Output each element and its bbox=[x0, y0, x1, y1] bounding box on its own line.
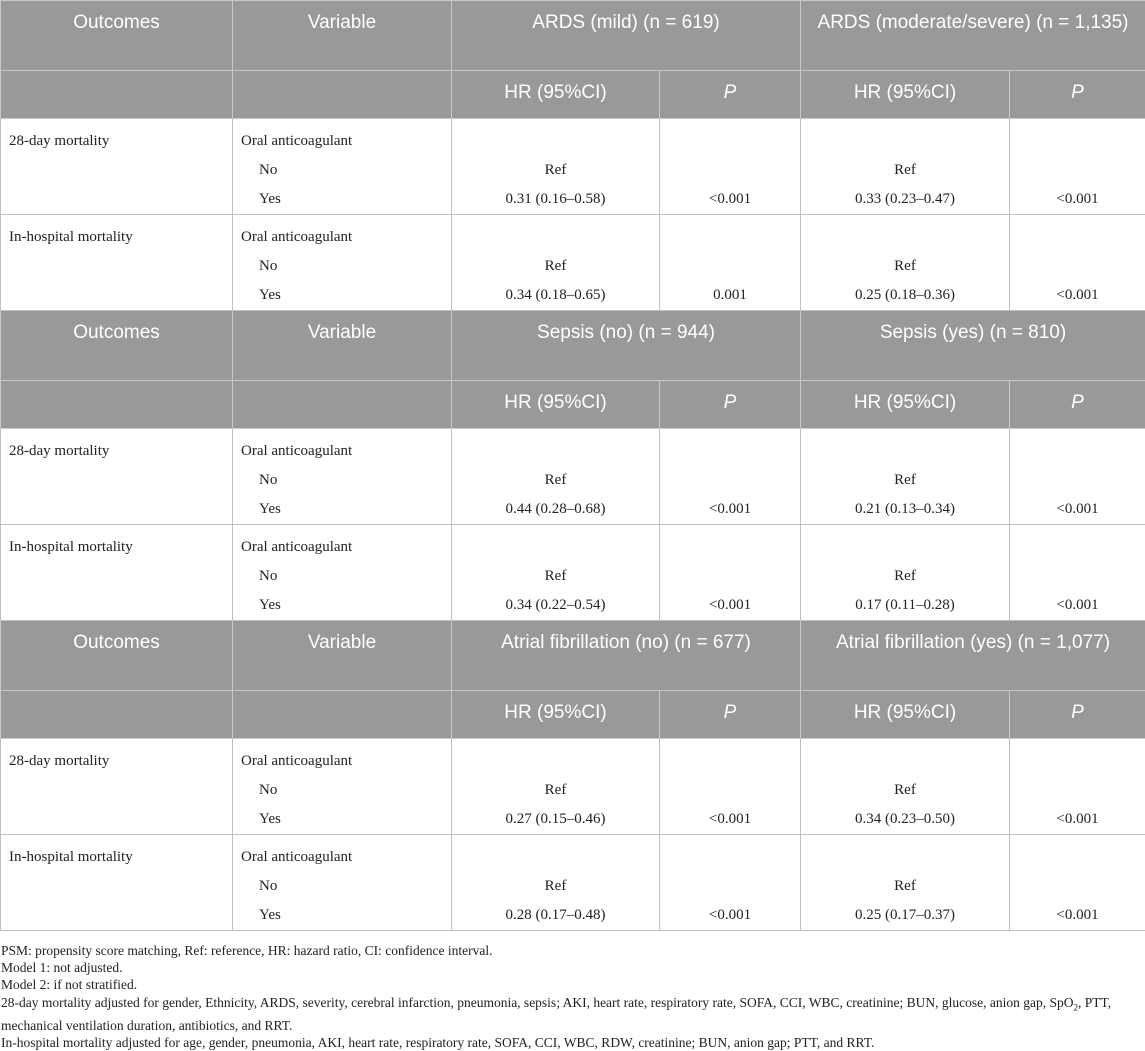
footnote-28day-adjustment: 28-day mortality adjusted for gender, Ethnicity, ARDS, severity, cerebral infarction, pneumonia, sepsis; AKI, heart rate, respiratory rate, SOFA, CCI, WBC, creatinine; BUN, glucose, anion gap, SpO$_2$, PTT, mechanical ventilation duration, antibiotics, and RRT. bbox=[1, 994, 1141, 1034]
variable-header: Variable bbox=[233, 621, 452, 691]
blank-line bbox=[809, 127, 1001, 156]
blank-line bbox=[1018, 872, 1137, 901]
blank-line bbox=[668, 252, 792, 281]
outcomes-subheader-empty bbox=[1, 71, 233, 119]
ref-value: Ref bbox=[809, 776, 1001, 805]
level-no: No bbox=[241, 156, 443, 185]
p-value: <0.001 bbox=[668, 591, 792, 620]
outcome-cell bbox=[1, 739, 233, 835]
ref-value: Ref bbox=[460, 156, 651, 185]
hr-value: 0.25 (0.17–0.37) bbox=[809, 901, 1001, 930]
p-header: P bbox=[660, 71, 801, 119]
g2-hr-cell bbox=[801, 429, 1010, 525]
p-header: P bbox=[1010, 381, 1145, 429]
section-header-row bbox=[1, 1, 1145, 71]
hr-value: 0.34 (0.23–0.50) bbox=[809, 805, 1001, 834]
blank-line bbox=[1018, 127, 1137, 156]
outcomes-header: Outcomes bbox=[1, 1, 233, 71]
section-subheader-row bbox=[1, 691, 1145, 739]
g2-p-cell bbox=[1010, 835, 1145, 931]
variable-label: Oral anticoagulant bbox=[241, 437, 443, 466]
p-value: <0.001 bbox=[668, 495, 792, 524]
p-header: P bbox=[1010, 71, 1145, 119]
blank-line bbox=[668, 466, 792, 495]
variable-cell bbox=[233, 525, 452, 621]
hr-value: 0.21 (0.13–0.34) bbox=[809, 495, 1001, 524]
blank-line bbox=[668, 127, 792, 156]
hr-value: 0.25 (0.18–0.36) bbox=[809, 281, 1001, 310]
group1-header: Sepsis (no) (n = 944) bbox=[452, 311, 801, 381]
level-yes: Yes bbox=[241, 591, 443, 620]
p-value: 0.001 bbox=[668, 281, 792, 310]
p-value: <0.001 bbox=[1018, 591, 1137, 620]
group2-header: Atrial fibrillation (yes) (n = 1,077) bbox=[801, 621, 1145, 691]
variable-header: Variable bbox=[233, 311, 452, 381]
variable-label: Oral anticoagulant bbox=[241, 533, 443, 562]
blank-line bbox=[668, 562, 792, 591]
g2-p-cell bbox=[1010, 215, 1145, 311]
blank-line bbox=[1018, 562, 1137, 591]
g2-p-cell bbox=[1010, 119, 1145, 215]
hr-value: 0.27 (0.15–0.46) bbox=[460, 805, 651, 834]
p-value: <0.001 bbox=[1018, 901, 1137, 930]
variable-cell bbox=[233, 739, 452, 835]
blank-line bbox=[1018, 156, 1137, 185]
hr-header: HR (95%CI) bbox=[801, 71, 1010, 119]
blank-line bbox=[1018, 466, 1137, 495]
ref-value: Ref bbox=[809, 562, 1001, 591]
p-header: P bbox=[1010, 691, 1145, 739]
level-yes: Yes bbox=[241, 185, 443, 214]
blank-line bbox=[809, 223, 1001, 252]
g2-hr-cell bbox=[801, 215, 1010, 311]
outcomes-header: Outcomes bbox=[1, 621, 233, 691]
g1-p-cell bbox=[660, 429, 801, 525]
hr-header: HR (95%CI) bbox=[452, 381, 660, 429]
g2-p-cell bbox=[1010, 429, 1145, 525]
blank-line bbox=[460, 843, 651, 872]
table-row bbox=[1, 525, 1145, 621]
blank-line bbox=[668, 747, 792, 776]
table-row bbox=[1, 119, 1145, 215]
blank-line bbox=[668, 156, 792, 185]
variable-cell bbox=[233, 429, 452, 525]
ref-value: Ref bbox=[460, 252, 651, 281]
level-no: No bbox=[241, 252, 443, 281]
table-row bbox=[1, 739, 1145, 835]
g1-hr-cell bbox=[452, 739, 660, 835]
hr-value: 0.31 (0.16–0.58) bbox=[460, 185, 651, 214]
outcomes-subheader-empty bbox=[1, 691, 233, 739]
g1-hr-cell bbox=[452, 119, 660, 215]
p-value: <0.001 bbox=[1018, 281, 1137, 310]
blank-line bbox=[668, 533, 792, 562]
blank-line bbox=[1018, 437, 1137, 466]
blank-line bbox=[668, 872, 792, 901]
section-header-row bbox=[1, 621, 1145, 691]
p-value: <0.001 bbox=[1018, 185, 1137, 214]
hr-header: HR (95%CI) bbox=[452, 691, 660, 739]
p-header: P bbox=[660, 381, 801, 429]
blank-line bbox=[668, 437, 792, 466]
hr-value: 0.33 (0.23–0.47) bbox=[809, 185, 1001, 214]
hr-value: 0.34 (0.18–0.65) bbox=[460, 281, 651, 310]
hr-value: 0.44 (0.28–0.68) bbox=[460, 495, 651, 524]
section-subheader-row bbox=[1, 381, 1145, 429]
g1-hr-cell bbox=[452, 429, 660, 525]
footnotes bbox=[0, 931, 1145, 1051]
variable-label: Oral anticoagulant bbox=[241, 843, 443, 872]
table-row bbox=[1, 835, 1145, 931]
g1-hr-cell bbox=[452, 835, 660, 931]
p-value: <0.001 bbox=[668, 805, 792, 834]
footnote-abbreviations: PSM: propensity score matching, Ref: reference, HR: hazard ratio, CI: confidence interval. bbox=[1, 942, 1141, 959]
outcome-label: 28-day mortality bbox=[9, 127, 224, 156]
hr-value: 0.34 (0.22–0.54) bbox=[460, 591, 651, 620]
blank-line bbox=[809, 843, 1001, 872]
variable-cell bbox=[233, 835, 452, 931]
outcome-label: 28-day mortality bbox=[9, 747, 224, 776]
hr-value: 0.17 (0.11–0.28) bbox=[809, 591, 1001, 620]
ref-value: Ref bbox=[809, 872, 1001, 901]
p-value: <0.001 bbox=[668, 185, 792, 214]
variable-label: Oral anticoagulant bbox=[241, 223, 443, 252]
variable-subheader-empty bbox=[233, 381, 452, 429]
blank-line bbox=[460, 437, 651, 466]
section-subheader-row bbox=[1, 71, 1145, 119]
outcomes-subheader-empty bbox=[1, 381, 233, 429]
blank-line bbox=[1018, 843, 1137, 872]
p-value: <0.001 bbox=[1018, 495, 1137, 524]
level-yes: Yes bbox=[241, 495, 443, 524]
hr-value: 0.28 (0.17–0.48) bbox=[460, 901, 651, 930]
ref-value: Ref bbox=[460, 776, 651, 805]
blank-line bbox=[460, 533, 651, 562]
blank-line bbox=[1018, 252, 1137, 281]
outcome-label: In-hospital mortality bbox=[9, 223, 224, 252]
blank-line bbox=[809, 747, 1001, 776]
blank-line bbox=[668, 223, 792, 252]
blank-line bbox=[668, 843, 792, 872]
variable-subheader-empty bbox=[233, 691, 452, 739]
outcome-cell bbox=[1, 429, 233, 525]
g2-hr-cell bbox=[801, 525, 1010, 621]
blank-line bbox=[460, 747, 651, 776]
group1-header: Atrial fibrillation (no) (n = 677) bbox=[452, 621, 801, 691]
group2-header: ARDS (moderate/severe) (n = 1,135) bbox=[801, 1, 1145, 71]
variable-header: Variable bbox=[233, 1, 452, 71]
blank-line bbox=[1018, 747, 1137, 776]
g2-hr-cell bbox=[801, 835, 1010, 931]
blank-line bbox=[809, 533, 1001, 562]
outcome-label: In-hospital mortality bbox=[9, 533, 224, 562]
hr-header: HR (95%CI) bbox=[452, 71, 660, 119]
variable-subheader-empty bbox=[233, 71, 452, 119]
outcome-cell bbox=[1, 119, 233, 215]
outcome-label: In-hospital mortality bbox=[9, 843, 224, 872]
level-no: No bbox=[241, 562, 443, 591]
variable-cell bbox=[233, 215, 452, 311]
blank-line bbox=[809, 437, 1001, 466]
g2-p-cell bbox=[1010, 525, 1145, 621]
table-row bbox=[1, 215, 1145, 311]
p-header: P bbox=[660, 691, 801, 739]
footnote-model-1: Model 1: not adjusted. bbox=[1, 959, 1141, 976]
blank-line bbox=[460, 127, 651, 156]
group1-header: ARDS (mild) (n = 619) bbox=[452, 1, 801, 71]
level-no: No bbox=[241, 872, 443, 901]
blank-line bbox=[460, 223, 651, 252]
p-value: <0.001 bbox=[668, 901, 792, 930]
hr-header: HR (95%CI) bbox=[801, 691, 1010, 739]
g1-hr-cell bbox=[452, 525, 660, 621]
blank-line bbox=[1018, 533, 1137, 562]
level-yes: Yes bbox=[241, 805, 443, 834]
g1-p-cell bbox=[660, 835, 801, 931]
variable-label: Oral anticoagulant bbox=[241, 747, 443, 776]
level-yes: Yes bbox=[241, 901, 443, 930]
outcome-cell bbox=[1, 525, 233, 621]
section-header-row bbox=[1, 311, 1145, 381]
outcomes-header: Outcomes bbox=[1, 311, 233, 381]
outcome-label: 28-day mortality bbox=[9, 437, 224, 466]
ref-value: Ref bbox=[460, 872, 651, 901]
g2-hr-cell bbox=[801, 119, 1010, 215]
g1-p-cell bbox=[660, 119, 801, 215]
footnote-inhospital-adjustment: In-hospital mortality adjusted for age, gender, pneumonia, AKI, heart rate, respiratory rate, SOFA, CCI, WBC, RDW, creatinine; BUN, anion gap; PTT, and RRT. bbox=[1, 1034, 1141, 1051]
variable-cell bbox=[233, 119, 452, 215]
blank-line bbox=[1018, 223, 1137, 252]
p-value: <0.001 bbox=[1018, 805, 1137, 834]
level-no: No bbox=[241, 776, 443, 805]
footnote-model-2: Model 2: if not stratified. bbox=[1, 976, 1141, 993]
hr-header: HR (95%CI) bbox=[801, 381, 1010, 429]
ref-value: Ref bbox=[460, 466, 651, 495]
group2-header: Sepsis (yes) (n = 810) bbox=[801, 311, 1145, 381]
level-no: No bbox=[241, 466, 443, 495]
blank-line bbox=[1018, 776, 1137, 805]
level-yes: Yes bbox=[241, 281, 443, 310]
g1-p-cell bbox=[660, 525, 801, 621]
g1-p-cell bbox=[660, 739, 801, 835]
ref-value: Ref bbox=[809, 252, 1001, 281]
ref-value: Ref bbox=[809, 466, 1001, 495]
g2-p-cell bbox=[1010, 739, 1145, 835]
g1-hr-cell bbox=[452, 215, 660, 311]
outcome-cell bbox=[1, 215, 233, 311]
blank-line bbox=[668, 776, 792, 805]
table-row bbox=[1, 429, 1145, 525]
ref-value: Ref bbox=[460, 562, 651, 591]
variable-label: Oral anticoagulant bbox=[241, 127, 443, 156]
ref-value: Ref bbox=[809, 156, 1001, 185]
g2-hr-cell bbox=[801, 739, 1010, 835]
g1-p-cell bbox=[660, 215, 801, 311]
outcome-cell bbox=[1, 835, 233, 931]
